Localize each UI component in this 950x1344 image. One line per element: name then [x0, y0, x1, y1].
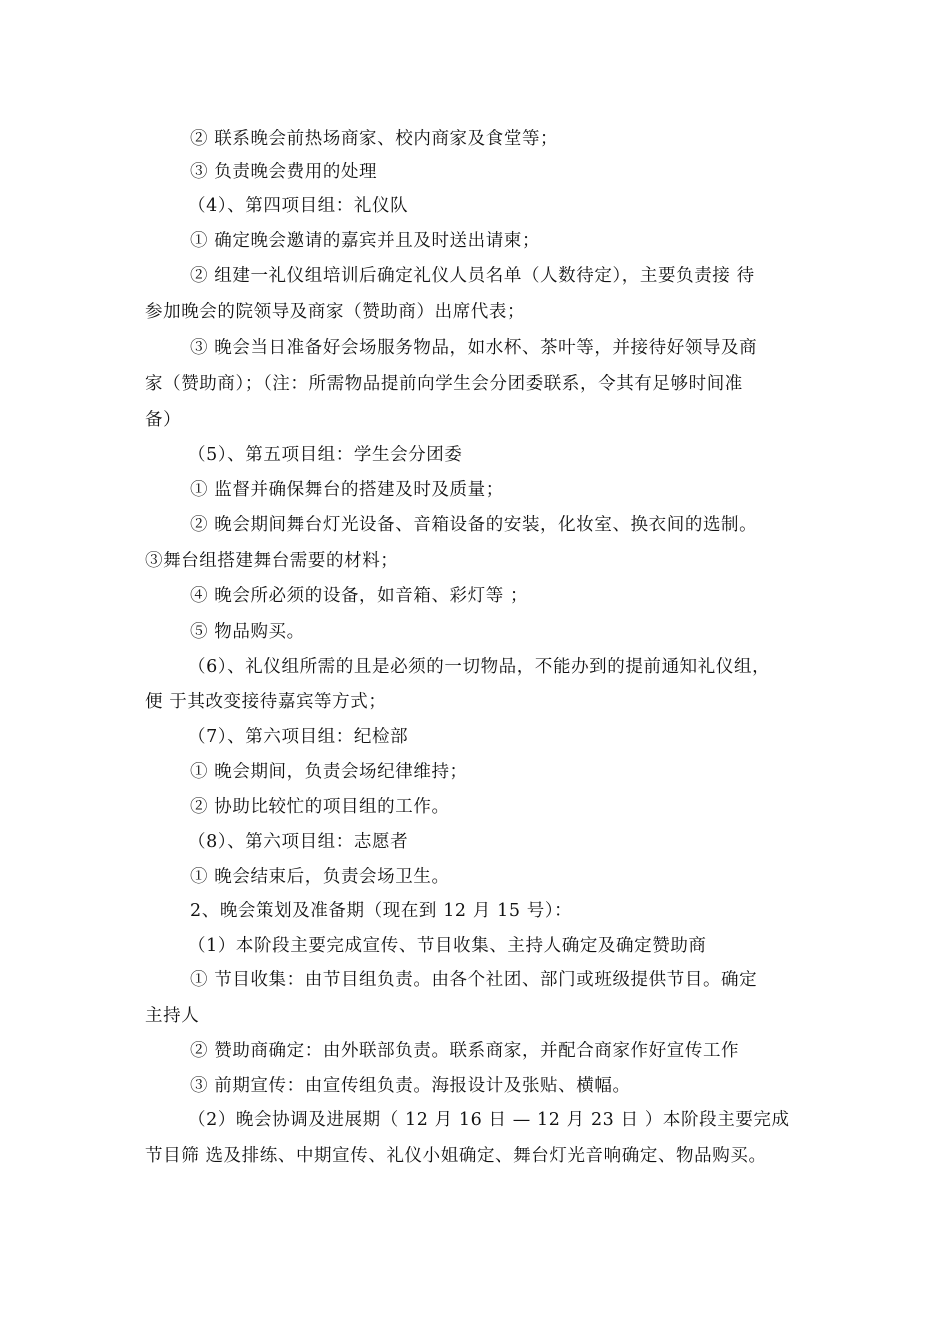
text-line: 节目筛 选及排练、中期宣传、礼仪小姐确定、舞台灯光音响确定、物品购买。	[145, 1146, 767, 1166]
text-line: ③ 负责晚会费用的处理	[190, 162, 378, 182]
section-heading: 2、晚会策划及准备期（现在到 12 月 15 号）：	[190, 901, 573, 921]
section-heading: （4）、第四项目组：礼仪队	[188, 196, 409, 216]
text-line: 便 于其改变接待嘉宾等方式；	[145, 692, 387, 712]
text-line: ③ 晚会当日准备好会场服务物品，如水杯、茶叶等，并接待好领导及商	[190, 338, 758, 358]
text-line: ② 组建一礼仪组培训后确定礼仪人员名单（人数待定），主要负责接 待	[190, 266, 755, 286]
section-heading: （8）、第六项目组：志愿者	[188, 832, 409, 852]
text-line: ① 晚会结束后，负责会场卫生。	[190, 867, 450, 887]
section-heading: （6）、礼仪组所需的且是必须的一切物品，不能办到的提前通知礼仪组，	[188, 657, 771, 677]
text-line: 家（赞助商）；（注：所需物品提前向学生会分团委联系，令其有足够时间准	[145, 374, 743, 394]
text-line: ① 晚会期间，负责会场纪律维持；	[190, 762, 468, 782]
text-line: ③舞台组搭建舞台需要的材料；	[145, 551, 399, 571]
section-heading: （2）晚会协调及进展期（ 12 月 16 日 — 12 月 23 日 ）本阶段主要完成	[188, 1110, 790, 1130]
text-line: ② 晚会期间舞台灯光设备、音箱设备的安装，化妆室、换衣间的选制。	[190, 515, 758, 535]
text-line: ③ 前期宣传：由宣传组负责。海报设计及张贴、横幅。	[190, 1076, 631, 1096]
text-line: 参加晚会的院领导及商家（赞助商）出席代表；	[145, 302, 526, 322]
text-line: ② 赞助商确定：由外联部负责。联系商家，并配合商家作好宣传工作	[190, 1041, 740, 1061]
text-line: ② 协助比较忙的项目组的工作。	[190, 797, 450, 817]
text-line: ② 联系晚会前热场商家、校内商家及食堂等；	[190, 129, 559, 149]
text-line: ① 监督并确保舞台的搭建及时及质量；	[190, 480, 504, 500]
text-line: ⑤ 物品购买。	[190, 622, 305, 642]
text-line: ④ 晚会所必须的设备，如音箱、彩灯等 ；	[190, 586, 529, 606]
text-line: 备）	[145, 410, 182, 430]
section-heading: （1）本阶段主要完成宣传、节目收集、主持人确定及确定赞助商	[188, 936, 707, 956]
section-heading: （5）、第五项目组：学生会分团委	[188, 445, 463, 465]
text-line: ① 确定晚会邀请的嘉宾并且及时送出请柬；	[190, 231, 541, 251]
text-line: 主持人	[145, 1006, 200, 1026]
section-heading: （7）、第六项目组：纪检部	[188, 727, 409, 747]
text-line: ① 节目收集：由节目组负责。由各个社团、部门或班级提供节目。确定	[190, 970, 758, 990]
